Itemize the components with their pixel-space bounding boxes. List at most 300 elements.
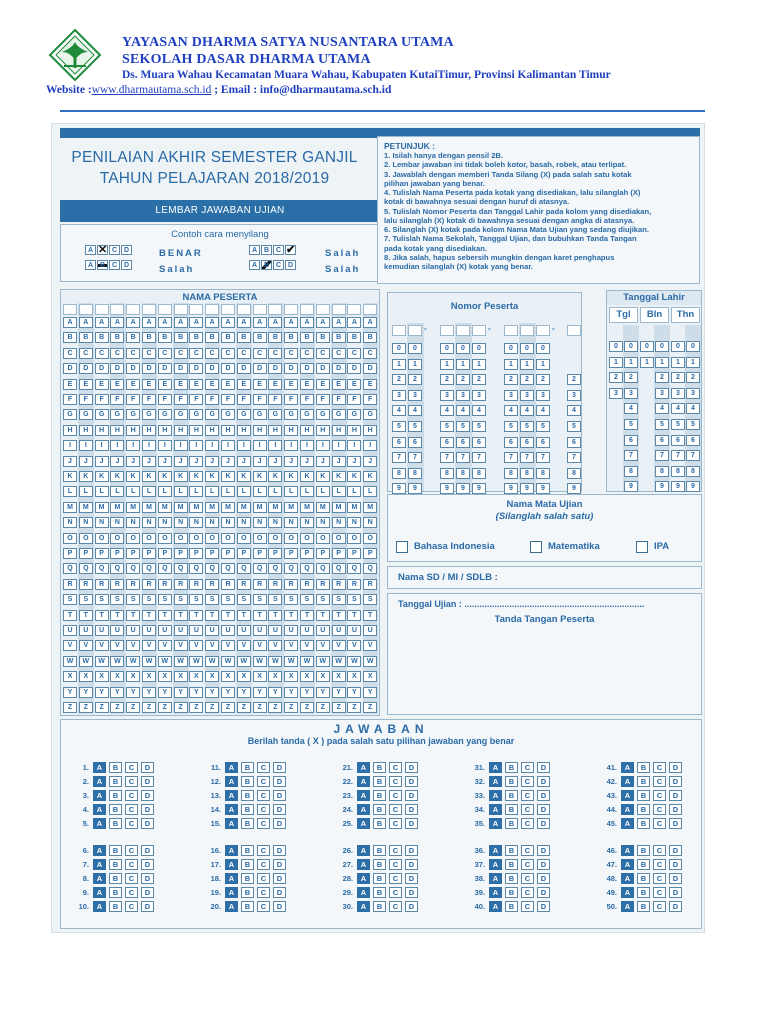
name-letter-bubble[interactable]: V	[158, 640, 172, 651]
number-digit-bubble[interactable]: 3	[504, 390, 518, 401]
name-letter-bubble[interactable]: C	[110, 348, 124, 359]
answer-choice-bubble[interactable]: A	[357, 776, 370, 787]
name-letter-bubble[interactable]: K	[268, 471, 282, 482]
date-digit-bubble[interactable]: 4	[655, 403, 669, 414]
answer-choice-bubble[interactable]: B	[109, 776, 122, 787]
number-digit-bubble[interactable]: 0	[504, 343, 518, 354]
answer-choice-bubble[interactable]: A	[489, 887, 502, 898]
name-letter-bubble[interactable]: A	[300, 317, 314, 328]
name-letter-bubble[interactable]: Q	[347, 563, 361, 574]
name-letter-bubble[interactable]: O	[205, 533, 219, 544]
answer-choice-bubble[interactable]: D	[273, 818, 286, 829]
answer-choice-bubble[interactable]: B	[109, 873, 122, 884]
answer-choice-bubble[interactable]: A	[225, 887, 238, 898]
name-letter-bubble[interactable]: E	[126, 379, 140, 390]
name-letter-bubble[interactable]: W	[300, 656, 314, 667]
name-letter-bubble[interactable]: G	[158, 409, 172, 420]
name-letter-bubble[interactable]: D	[237, 363, 251, 374]
name-letter-bubble[interactable]: T	[110, 610, 124, 621]
number-digit-bubble[interactable]: 4	[408, 405, 422, 416]
number-digit-bubble[interactable]: 4	[456, 405, 470, 416]
name-letter-bubble[interactable]: E	[95, 379, 109, 390]
name-letter-bubble[interactable]: U	[237, 625, 251, 636]
name-letter-bubble[interactable]: L	[189, 486, 203, 497]
name-letter-bubble[interactable]: P	[316, 548, 330, 559]
number-digit-bubble[interactable]: 3	[456, 390, 470, 401]
name-letter-bubble[interactable]: J	[158, 456, 172, 467]
date-digit-bubble[interactable]: 3	[609, 388, 623, 399]
answer-choice-bubble[interactable]: C	[125, 887, 138, 898]
name-letter-bubble[interactable]: Z	[253, 702, 267, 713]
name-letter-bubble[interactable]: M	[268, 502, 282, 513]
name-letter-bubble[interactable]: D	[126, 363, 140, 374]
name-letter-bubble[interactable]: G	[205, 409, 219, 420]
number-digit-box[interactable]	[567, 325, 581, 336]
answer-choice-bubble[interactable]: B	[373, 873, 386, 884]
name-letter-bubble[interactable]: O	[110, 533, 124, 544]
name-letter-bubble[interactable]: S	[300, 594, 314, 605]
number-digit-bubble[interactable]: 0	[392, 343, 406, 354]
answer-choice-bubble[interactable]: A	[93, 776, 106, 787]
subject-checkbox-matematika[interactable]	[530, 541, 542, 553]
number-digit-bubble[interactable]: 3	[408, 390, 422, 401]
name-letter-bubble[interactable]: Z	[189, 702, 203, 713]
name-letter-bubble[interactable]: E	[221, 379, 235, 390]
name-letter-bubble[interactable]: I	[158, 440, 172, 451]
name-letter-bubble[interactable]: H	[95, 425, 109, 436]
name-letter-bubble[interactable]: V	[284, 640, 298, 651]
name-letter-bubble[interactable]: Y	[316, 687, 330, 698]
name-letter-bubble[interactable]: L	[221, 486, 235, 497]
answer-choice-bubble[interactable]: B	[109, 887, 122, 898]
answer-choice-bubble[interactable]: A	[621, 845, 634, 856]
number-digit-bubble[interactable]: 7	[567, 452, 581, 463]
name-letter-bubble[interactable]: K	[332, 471, 346, 482]
name-letter-bubble[interactable]: T	[158, 610, 172, 621]
answer-choice-bubble[interactable]: D	[405, 873, 418, 884]
name-letter-bubble[interactable]: V	[63, 640, 77, 651]
answer-choice-bubble[interactable]: B	[373, 887, 386, 898]
date-digit-bubble[interactable]: 1	[640, 357, 654, 368]
name-letter-bubble[interactable]: I	[142, 440, 156, 451]
name-letter-bubble[interactable]: O	[79, 533, 93, 544]
name-letter-bubble[interactable]: L	[332, 486, 346, 497]
name-letter-bubble[interactable]: C	[332, 348, 346, 359]
name-letter-bubble[interactable]: W	[95, 656, 109, 667]
answer-choice-bubble[interactable]: D	[669, 790, 682, 801]
name-letter-bubble[interactable]: Q	[332, 563, 346, 574]
name-letter-bubble[interactable]: N	[316, 517, 330, 528]
number-digit-bubble[interactable]: 1	[456, 359, 470, 370]
name-letter-bubble[interactable]: P	[158, 548, 172, 559]
name-letter-bubble[interactable]: J	[253, 456, 267, 467]
name-letter-bubble[interactable]: P	[189, 548, 203, 559]
answer-choice-bubble[interactable]: D	[273, 790, 286, 801]
name-letter-bubble[interactable]: P	[347, 548, 361, 559]
name-letter-bubble[interactable]: B	[253, 332, 267, 343]
name-letter-bubble[interactable]: F	[237, 394, 251, 405]
number-digit-bubble[interactable]: 7	[520, 452, 534, 463]
answer-choice-bubble[interactable]: B	[637, 790, 650, 801]
name-letter-bubble[interactable]: A	[363, 317, 377, 328]
name-letter-bubble[interactable]: N	[253, 517, 267, 528]
name-letter-bubble[interactable]: F	[316, 394, 330, 405]
answer-choice-bubble[interactable]: C	[125, 776, 138, 787]
answer-choice-bubble[interactable]: A	[93, 859, 106, 870]
name-letter-box[interactable]	[189, 304, 203, 315]
name-letter-bubble[interactable]: X	[284, 671, 298, 682]
name-letter-bubble[interactable]: Y	[253, 687, 267, 698]
name-letter-bubble[interactable]: N	[95, 517, 109, 528]
name-letter-bubble[interactable]: T	[79, 610, 93, 621]
name-letter-bubble[interactable]: X	[63, 671, 77, 682]
answer-choice-bubble[interactable]: A	[225, 804, 238, 815]
answer-choice-bubble[interactable]: B	[637, 901, 650, 912]
name-letter-bubble[interactable]: X	[126, 671, 140, 682]
number-digit-bubble[interactable]: 5	[408, 421, 422, 432]
number-digit-bubble[interactable]: 2	[520, 374, 534, 385]
answer-choice-bubble[interactable]: D	[273, 762, 286, 773]
answer-choice-bubble[interactable]: C	[125, 818, 138, 829]
name-letter-bubble[interactable]: D	[253, 363, 267, 374]
name-letter-bubble[interactable]: O	[95, 533, 109, 544]
name-letter-bubble[interactable]: U	[347, 625, 361, 636]
name-letter-bubble[interactable]: M	[79, 502, 93, 513]
answer-choice-bubble[interactable]: A	[621, 762, 634, 773]
answer-choice-bubble[interactable]: A	[93, 901, 106, 912]
name-letter-bubble[interactable]: V	[316, 640, 330, 651]
name-letter-bubble[interactable]: U	[332, 625, 346, 636]
answer-choice-bubble[interactable]: B	[373, 776, 386, 787]
name-letter-bubble[interactable]: A	[221, 317, 235, 328]
name-letter-bubble[interactable]: Z	[63, 702, 77, 713]
name-letter-bubble[interactable]: Y	[79, 687, 93, 698]
name-letter-bubble[interactable]: E	[110, 379, 124, 390]
name-letter-bubble[interactable]: L	[300, 486, 314, 497]
answer-choice-bubble[interactable]: C	[257, 901, 270, 912]
name-letter-bubble[interactable]: X	[158, 671, 172, 682]
name-letter-box[interactable]	[316, 304, 330, 315]
name-letter-bubble[interactable]: O	[253, 533, 267, 544]
answer-choice-bubble[interactable]: C	[521, 859, 534, 870]
date-digit-bubble[interactable]: 1	[655, 357, 669, 368]
name-letter-bubble[interactable]: H	[347, 425, 361, 436]
number-digit-bubble[interactable]: 1	[392, 359, 406, 370]
date-digit-bubble[interactable]: 5	[655, 419, 669, 430]
answer-choice-bubble[interactable]: B	[109, 762, 122, 773]
date-digit-bubble[interactable]: 8	[671, 466, 685, 477]
name-letter-bubble[interactable]: O	[189, 533, 203, 544]
answer-choice-bubble[interactable]: A	[225, 845, 238, 856]
name-letter-bubble[interactable]: U	[126, 625, 140, 636]
date-digit-bubble[interactable]: 0	[686, 341, 700, 352]
date-digit-bubble[interactable]: 0	[624, 341, 638, 352]
answer-choice-bubble[interactable]: C	[389, 845, 402, 856]
name-letter-bubble[interactable]: L	[205, 486, 219, 497]
name-letter-bubble[interactable]: A	[205, 317, 219, 328]
name-letter-bubble[interactable]: N	[221, 517, 235, 528]
answer-choice-bubble[interactable]: D	[141, 818, 154, 829]
name-letter-bubble[interactable]: J	[174, 456, 188, 467]
name-letter-bubble[interactable]: G	[95, 409, 109, 420]
name-letter-bubble[interactable]: V	[363, 640, 377, 651]
answer-choice-bubble[interactable]: B	[109, 859, 122, 870]
name-letter-bubble[interactable]: U	[363, 625, 377, 636]
name-letter-bubble[interactable]: E	[332, 379, 346, 390]
name-letter-bubble[interactable]: O	[300, 533, 314, 544]
date-digit-bubble[interactable]: 6	[671, 435, 685, 446]
date-digit-bubble[interactable]: 3	[624, 388, 638, 399]
name-letter-bubble[interactable]: I	[237, 440, 251, 451]
name-letter-bubble[interactable]: F	[221, 394, 235, 405]
name-letter-bubble[interactable]: D	[174, 363, 188, 374]
name-letter-bubble[interactable]: H	[79, 425, 93, 436]
name-letter-bubble[interactable]: O	[158, 533, 172, 544]
date-digit-bubble[interactable]: 2	[609, 372, 623, 383]
answer-choice-bubble[interactable]: B	[373, 818, 386, 829]
name-letter-bubble[interactable]: D	[95, 363, 109, 374]
name-letter-bubble[interactable]: W	[126, 656, 140, 667]
name-letter-bubble[interactable]: V	[268, 640, 282, 651]
date-digit-bubble[interactable]: 1	[686, 357, 700, 368]
number-digit-bubble[interactable]: 5	[472, 421, 486, 432]
name-letter-bubble[interactable]: H	[363, 425, 377, 436]
answer-choice-bubble[interactable]: A	[357, 818, 370, 829]
date-digit-bubble[interactable]: 9	[686, 481, 700, 492]
number-digit-box[interactable]	[520, 325, 534, 336]
name-letter-bubble[interactable]: L	[174, 486, 188, 497]
name-letter-bubble[interactable]: V	[221, 640, 235, 651]
number-digit-bubble[interactable]: 5	[520, 421, 534, 432]
name-letter-bubble[interactable]: H	[253, 425, 267, 436]
answer-choice-bubble[interactable]: A	[93, 790, 106, 801]
answer-choice-bubble[interactable]: C	[257, 818, 270, 829]
name-letter-bubble[interactable]: Y	[363, 687, 377, 698]
name-letter-bubble[interactable]: K	[284, 471, 298, 482]
name-letter-bubble[interactable]: H	[205, 425, 219, 436]
name-letter-bubble[interactable]: F	[174, 394, 188, 405]
number-digit-bubble[interactable]: 8	[567, 468, 581, 479]
name-letter-bubble[interactable]: T	[174, 610, 188, 621]
name-letter-bubble[interactable]: P	[363, 548, 377, 559]
number-digit-bubble[interactable]: 7	[504, 452, 518, 463]
name-letter-bubble[interactable]: D	[363, 363, 377, 374]
name-letter-bubble[interactable]: T	[205, 610, 219, 621]
name-letter-bubble[interactable]: Q	[110, 563, 124, 574]
name-letter-bubble[interactable]: D	[110, 363, 124, 374]
name-letter-bubble[interactable]: A	[174, 317, 188, 328]
name-letter-bubble[interactable]: X	[95, 671, 109, 682]
answer-choice-bubble[interactable]: C	[257, 859, 270, 870]
answer-choice-bubble[interactable]: A	[357, 901, 370, 912]
answer-choice-bubble[interactable]: B	[637, 818, 650, 829]
number-digit-bubble[interactable]: 8	[504, 468, 518, 479]
date-digit-bubble[interactable]: 9	[671, 481, 685, 492]
name-letter-bubble[interactable]: M	[332, 502, 346, 513]
answer-choice-bubble[interactable]: C	[125, 859, 138, 870]
answer-choice-bubble[interactable]: B	[505, 804, 518, 815]
name-letter-bubble[interactable]: D	[158, 363, 172, 374]
name-letter-bubble[interactable]: A	[158, 317, 172, 328]
name-letter-bubble[interactable]: K	[347, 471, 361, 482]
name-letter-bubble[interactable]: C	[126, 348, 140, 359]
number-digit-bubble[interactable]: 4	[472, 405, 486, 416]
name-letter-bubble[interactable]: I	[126, 440, 140, 451]
name-letter-bubble[interactable]: R	[126, 579, 140, 590]
name-letter-bubble[interactable]: A	[284, 317, 298, 328]
name-letter-bubble[interactable]: C	[268, 348, 282, 359]
number-digit-bubble[interactable]: 9	[392, 483, 406, 494]
number-digit-bubble[interactable]: 1	[440, 359, 454, 370]
number-digit-bubble[interactable]: 6	[504, 437, 518, 448]
name-letter-bubble[interactable]: G	[110, 409, 124, 420]
answer-choice-bubble[interactable]: A	[621, 804, 634, 815]
answer-choice-bubble[interactable]: B	[505, 887, 518, 898]
name-letter-bubble[interactable]: F	[79, 394, 93, 405]
answer-choice-bubble[interactable]: C	[125, 804, 138, 815]
name-letter-bubble[interactable]: K	[363, 471, 377, 482]
name-letter-bubble[interactable]: V	[237, 640, 251, 651]
name-letter-bubble[interactable]: Y	[221, 687, 235, 698]
number-digit-bubble[interactable]: 9	[567, 483, 581, 494]
number-digit-bubble[interactable]: 2	[392, 374, 406, 385]
name-letter-bubble[interactable]: Z	[268, 702, 282, 713]
answer-choice-bubble[interactable]: D	[405, 762, 418, 773]
number-digit-bubble[interactable]: 2	[472, 374, 486, 385]
name-letter-bubble[interactable]: Z	[142, 702, 156, 713]
number-digit-bubble[interactable]: 6	[567, 437, 581, 448]
name-letter-bubble[interactable]: Y	[189, 687, 203, 698]
number-digit-bubble[interactable]: 1	[472, 359, 486, 370]
name-letter-bubble[interactable]: Y	[332, 687, 346, 698]
answer-choice-bubble[interactable]: D	[669, 901, 682, 912]
name-letter-bubble[interactable]: L	[126, 486, 140, 497]
name-letter-bubble[interactable]: U	[316, 625, 330, 636]
answer-choice-bubble[interactable]: A	[621, 873, 634, 884]
name-letter-bubble[interactable]: J	[79, 456, 93, 467]
date-digit-bubble[interactable]: 2	[624, 372, 638, 383]
name-letter-bubble[interactable]: B	[174, 332, 188, 343]
name-letter-bubble[interactable]: C	[158, 348, 172, 359]
answer-choice-bubble[interactable]: A	[357, 790, 370, 801]
name-letter-bubble[interactable]: R	[316, 579, 330, 590]
name-letter-bubble[interactable]: C	[189, 348, 203, 359]
name-letter-bubble[interactable]: D	[142, 363, 156, 374]
name-letter-bubble[interactable]: M	[95, 502, 109, 513]
name-letter-bubble[interactable]: S	[332, 594, 346, 605]
answer-choice-bubble[interactable]: A	[621, 790, 634, 801]
number-digit-box[interactable]	[440, 325, 454, 336]
name-letter-bubble[interactable]: I	[174, 440, 188, 451]
name-letter-bubble[interactable]: F	[363, 394, 377, 405]
name-letter-bubble[interactable]: S	[63, 594, 77, 605]
name-letter-bubble[interactable]: B	[79, 332, 93, 343]
name-letter-bubble[interactable]: B	[95, 332, 109, 343]
answer-choice-bubble[interactable]: C	[521, 901, 534, 912]
name-letter-bubble[interactable]: X	[237, 671, 251, 682]
name-letter-bubble[interactable]: C	[300, 348, 314, 359]
name-letter-bubble[interactable]: K	[205, 471, 219, 482]
answer-choice-bubble[interactable]: A	[225, 859, 238, 870]
name-letter-bubble[interactable]: C	[142, 348, 156, 359]
answer-choice-bubble[interactable]: A	[489, 776, 502, 787]
answer-choice-bubble[interactable]: B	[637, 845, 650, 856]
name-letter-bubble[interactable]: Z	[205, 702, 219, 713]
name-letter-bubble[interactable]: E	[316, 379, 330, 390]
answer-choice-bubble[interactable]: D	[141, 776, 154, 787]
name-letter-bubble[interactable]: A	[253, 317, 267, 328]
name-letter-bubble[interactable]: W	[63, 656, 77, 667]
name-letter-bubble[interactable]: K	[158, 471, 172, 482]
name-letter-bubble[interactable]: R	[221, 579, 235, 590]
answer-choice-bubble[interactable]: B	[637, 762, 650, 773]
name-letter-box[interactable]	[158, 304, 172, 315]
name-letter-bubble[interactable]: G	[174, 409, 188, 420]
name-letter-bubble[interactable]: X	[142, 671, 156, 682]
answer-choice-bubble[interactable]: C	[257, 873, 270, 884]
name-letter-bubble[interactable]: R	[300, 579, 314, 590]
name-letter-bubble[interactable]: J	[205, 456, 219, 467]
name-letter-box[interactable]	[237, 304, 251, 315]
answer-choice-bubble[interactable]: A	[489, 873, 502, 884]
name-letter-bubble[interactable]: C	[79, 348, 93, 359]
name-letter-bubble[interactable]: L	[110, 486, 124, 497]
name-letter-bubble[interactable]: A	[95, 317, 109, 328]
name-letter-bubble[interactable]: M	[205, 502, 219, 513]
name-letter-bubble[interactable]: M	[237, 502, 251, 513]
number-digit-bubble[interactable]: 3	[567, 390, 581, 401]
name-letter-bubble[interactable]: B	[189, 332, 203, 343]
name-letter-bubble[interactable]: J	[63, 456, 77, 467]
answer-choice-bubble[interactable]: D	[141, 887, 154, 898]
answer-choice-bubble[interactable]: B	[505, 762, 518, 773]
name-letter-bubble[interactable]: R	[142, 579, 156, 590]
name-letter-bubble[interactable]: E	[284, 379, 298, 390]
name-letter-bubble[interactable]: B	[284, 332, 298, 343]
name-letter-bubble[interactable]: S	[268, 594, 282, 605]
answer-choice-bubble[interactable]: A	[621, 901, 634, 912]
name-letter-bubble[interactable]: V	[110, 640, 124, 651]
answer-choice-bubble[interactable]: D	[669, 762, 682, 773]
name-letter-bubble[interactable]: Y	[63, 687, 77, 698]
answer-choice-bubble[interactable]: A	[489, 762, 502, 773]
name-letter-bubble[interactable]: H	[284, 425, 298, 436]
name-letter-bubble[interactable]: R	[205, 579, 219, 590]
date-digit-bubble[interactable]: 5	[624, 419, 638, 430]
name-letter-box[interactable]	[268, 304, 282, 315]
answer-choice-bubble[interactable]: C	[653, 859, 666, 870]
name-letter-bubble[interactable]: Z	[237, 702, 251, 713]
name-letter-bubble[interactable]: X	[221, 671, 235, 682]
number-digit-bubble[interactable]: 6	[392, 437, 406, 448]
name-letter-bubble[interactable]: N	[189, 517, 203, 528]
name-letter-bubble[interactable]: T	[332, 610, 346, 621]
name-letter-bubble[interactable]: J	[110, 456, 124, 467]
name-letter-bubble[interactable]: N	[142, 517, 156, 528]
name-letter-bubble[interactable]: M	[142, 502, 156, 513]
name-letter-bubble[interactable]: U	[142, 625, 156, 636]
name-letter-bubble[interactable]: J	[316, 456, 330, 467]
answer-choice-bubble[interactable]: A	[489, 790, 502, 801]
name-letter-bubble[interactable]: H	[174, 425, 188, 436]
answer-choice-bubble[interactable]: C	[653, 845, 666, 856]
answer-choice-bubble[interactable]: B	[109, 804, 122, 815]
name-letter-bubble[interactable]: G	[363, 409, 377, 420]
name-letter-bubble[interactable]: I	[347, 440, 361, 451]
name-letter-bubble[interactable]: P	[79, 548, 93, 559]
name-letter-bubble[interactable]: N	[205, 517, 219, 528]
number-digit-bubble[interactable]: 5	[567, 421, 581, 432]
